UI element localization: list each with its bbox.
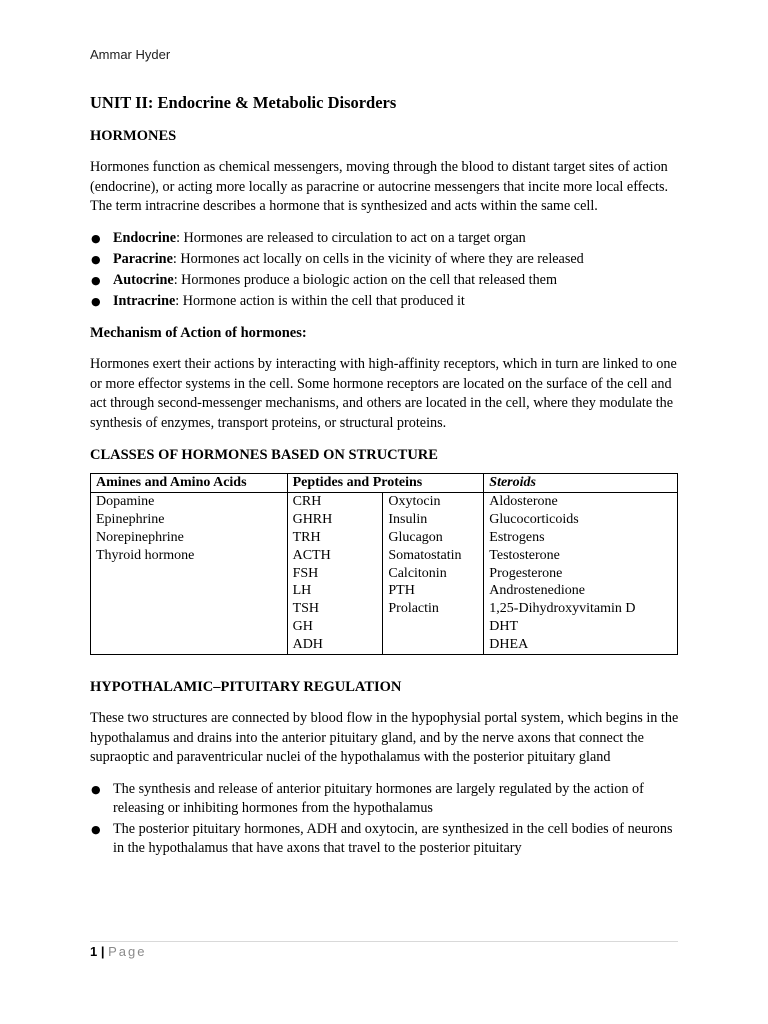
hormone-types-list (90, 229, 680, 312)
steroids-cell (484, 492, 678, 654)
hormone-classes-table (90, 473, 678, 655)
hormones-heading: HORMONES (90, 128, 177, 144)
hormones-intro: Hormones function as chemical messengers, moving through the blood to distant target sites of action (endocrine), or acting more locally as paracrine or autocrine messengers that incite more local effects. The term intracrine describes a hormone that is synthesized and acts within the same cell. (90, 159, 669, 214)
list-item: Norepinephrine (96, 529, 184, 545)
bullet-icon: ● (91, 294, 101, 308)
amines-cell (91, 492, 288, 654)
table-row (91, 492, 678, 654)
list-item: CRH (292, 493, 322, 509)
page-footer (90, 944, 147, 959)
list-item: Epinephrine (96, 511, 165, 527)
header-author: Ammar Hyder (90, 47, 171, 62)
list-item: LH (292, 583, 312, 599)
term-paracrine: Paracrine (113, 250, 173, 267)
page-number: 1 (90, 944, 98, 959)
list-item: ADH (292, 637, 323, 653)
classes-heading: CLASSES OF HORMONES BASED ON STRUCTURE (90, 447, 438, 463)
list-item: Dopamine (96, 493, 155, 509)
list-item: Androstenedione (489, 583, 585, 599)
list-item (90, 229, 680, 249)
list-item: GHRH (292, 511, 333, 527)
hp-bullet-text: The posterior pituitary hormones, ADH and oxytocin, are synthesized in the cell bodies of neurons in the hypothalamus that have axons that travel to the posterior pituitary (113, 820, 673, 857)
list-item (90, 780, 680, 819)
list-item (90, 820, 680, 859)
footer-divider (90, 941, 678, 942)
bullet-icon: ● (91, 273, 101, 287)
unit-title: UNIT II: Endocrine & Metabolic Disorders (90, 93, 397, 112)
list-item: DHEA (489, 637, 529, 653)
hp-regulation-text: These two structures are connected by blood flow in the hypophysial portal system, which begins in the hypothalamus and drains into the anterior pituitary gland, and by the nerve axons that connect the supraoptic and paraventricular nuclei of the hypothalamus with the posterior pituitary gland (90, 710, 679, 766)
list-item: Estrogens (489, 529, 545, 545)
bullet-icon: ● (91, 782, 101, 796)
table-header-row (91, 474, 678, 493)
list-item: DHT (489, 619, 519, 635)
list-item: 1,25-Dihydroxyvitamin D (489, 601, 636, 617)
desc-intracrine: : Hormone action is within the cell that produced it (175, 292, 465, 309)
header-steroids: Steroids (484, 474, 678, 493)
list-item: PTH (388, 583, 415, 599)
desc-autocrine: : Hormones produce a biologic action on the cell that released them (173, 271, 558, 288)
bullet-icon: ● (91, 252, 101, 266)
list-item: Somatostatin (388, 547, 462, 563)
list-item: GH (292, 619, 313, 635)
list-item: Testosterone (489, 547, 560, 563)
hp-regulation-list (90, 780, 680, 859)
list-item: FSH (292, 565, 319, 581)
list-item: Prolactin (388, 601, 439, 617)
page-separator: | (100, 944, 105, 959)
list-item: Insulin (388, 511, 428, 527)
hp-regulation-heading: HYPOTHALAMIC–PITUITARY REGULATION (90, 679, 402, 696)
mechanism-heading: Mechanism of Action of hormones: (90, 325, 307, 341)
bullet-icon: ● (91, 822, 101, 836)
list-item: Progesterone (489, 565, 563, 581)
desc-paracrine: : Hormones act locally on cells in the vicinity of where they are released (172, 250, 584, 267)
header-peptides: Peptides and Proteins (287, 474, 484, 493)
peptides-col1-cell (287, 492, 383, 654)
list-item: Calcitonin (388, 565, 447, 581)
list-item: TSH (292, 601, 320, 617)
list-item: TRH (292, 529, 321, 545)
list-item (90, 271, 680, 291)
list-item: Glucagon (388, 529, 443, 545)
list-item (90, 250, 680, 270)
list-item: Aldosterone (489, 493, 558, 509)
list-item: Glucocorticoids (489, 511, 579, 527)
hp-bullet-text: The synthesis and release of anterior pituitary hormones are largely regulated by the action of releasing or inhibiting hormones from the hypothalamus (113, 780, 644, 817)
term-endocrine: Endocrine (113, 229, 177, 246)
list-item: ACTH (292, 547, 331, 563)
header-amines: Amines and Amino Acids (91, 474, 288, 493)
list-item: Oxytocin (388, 493, 441, 509)
mechanism-text: Hormones exert their actions by interacting with high-affinity receptors, which in turn are linked to one or more effector systems in the cell. Some hormone receptors are located on the surface of the cell and act through second-messenger mechanisms, and others are located in the cell, where they modulate the synthesis of enzymes, transport proteins, or structural proteins. (90, 356, 677, 431)
term-intracrine: Intracrine (113, 292, 176, 309)
desc-endocrine: : Hormones are released to circulation to act on a target organ (176, 229, 526, 246)
list-item: Thyroid hormone (96, 547, 195, 563)
term-autocrine: Autocrine (113, 271, 174, 288)
bullet-icon: ● (91, 231, 101, 245)
document-body (90, 92, 680, 860)
page-label: Page (108, 944, 147, 959)
list-item (90, 292, 680, 312)
peptides-col2-cell (383, 492, 484, 654)
